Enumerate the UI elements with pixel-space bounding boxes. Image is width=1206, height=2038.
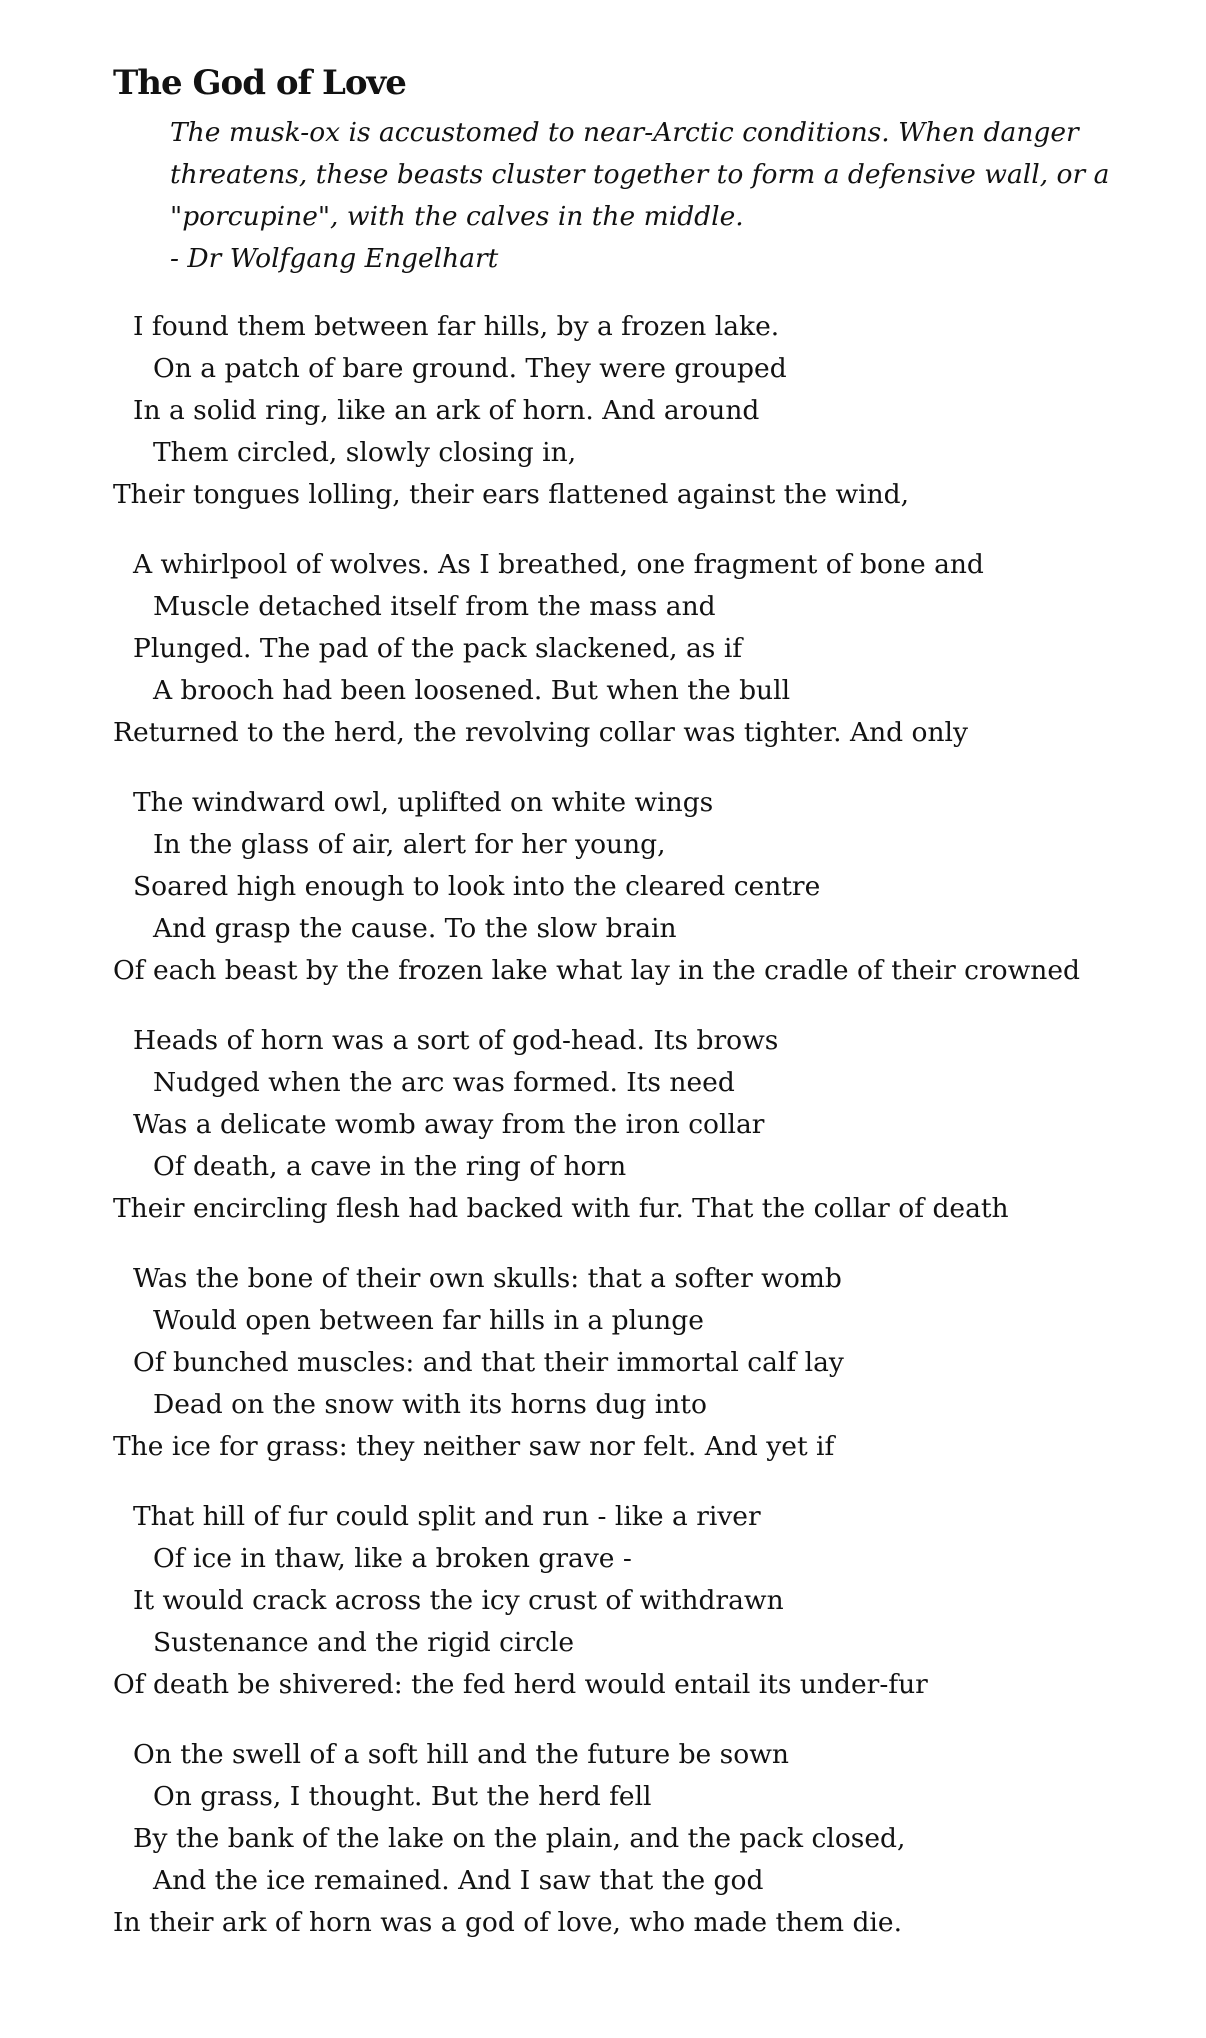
poem-line: On grass, I thought. But the herd fell: [153, 1781, 652, 1812]
poem-line: It would crack across the icy crust of withdrawn: [133, 1585, 784, 1616]
epigraph-attribution: - Dr Wolfgang Engelhart: [170, 243, 499, 274]
stanza-6: [113, 1496, 1113, 1706]
stanza-3: [113, 782, 1113, 992]
poem-title: The God of Love: [113, 63, 406, 103]
poem-line: Their tongues lolling, their ears flattened against the wind,: [113, 479, 910, 510]
poem-line: The windward owl, uplifted on white wings: [133, 787, 714, 818]
poem-line: I found them between far hills, by a frozen lake.: [133, 311, 780, 342]
poem-line: Sustenance and the rigid circle: [153, 1627, 575, 1658]
stanza-7: [113, 1734, 1113, 1944]
stanza-2: [113, 544, 1113, 754]
poem-line: Of each beast by the frozen lake what lay in the cradle of their crowned: [113, 955, 1081, 986]
stanza-5: [113, 1258, 1113, 1468]
poem-line: Of death, a cave in the ring of horn: [153, 1151, 627, 1182]
poem-line: A whirlpool of wolves. As I breathed, one fragment of bone and: [133, 549, 984, 580]
stanza-4: [113, 1020, 1113, 1230]
poem-line: Was the bone of their own skulls: that a softer womb: [133, 1263, 842, 1294]
poem-line: A brooch had been loosened. But when the bull: [153, 675, 791, 706]
epigraph: [170, 112, 1113, 280]
epigraph-line: threatens, these beasts cluster together to form a defensive wall, or a: [170, 159, 1110, 190]
poem-line: Plunged. The pad of the pack slackened, as if: [133, 633, 743, 664]
poem-line: Heads of horn was a sort of god-head. Its brows: [133, 1025, 779, 1056]
poem-line: On the swell of a soft hill and the future be sown: [133, 1739, 789, 1770]
poem-line: Soared high enough to look into the cleared centre: [133, 871, 821, 902]
poem-line: Muscle detached itself from the mass and: [153, 591, 716, 622]
poem-line: That hill of fur could split and run - like a river: [133, 1501, 761, 1532]
poem-line: Of death be shivered: the fed herd would entail its under-fur: [113, 1669, 928, 1700]
poem-line: And grasp the cause. To the slow brain: [153, 913, 677, 944]
poem-line: In a solid ring, like an ark of horn. And around: [133, 395, 760, 426]
poem-page: [113, 56, 1113, 1972]
poem-line: Returned to the herd, the revolving collar was tighter. And only: [113, 717, 969, 748]
poem-line: The ice for grass: they neither saw nor felt. And yet if: [113, 1431, 835, 1462]
poem-line: Would open between far hills in a plunge: [153, 1305, 704, 1336]
poem-line: In their ark of horn was a god of love, who made them die.: [113, 1907, 903, 1938]
poem-line: Was a delicate womb away from the iron collar: [133, 1109, 765, 1140]
poem-line: Their encircling flesh had backed with fur. That the collar of death: [113, 1193, 1009, 1224]
poem-line: Of ice in thaw, like a broken grave -: [153, 1543, 632, 1574]
epigraph-line: The musk-ox is accustomed to near-Arctic conditions. When danger: [170, 117, 1079, 148]
poem-line: In the glass of air, alert for her young,: [153, 829, 666, 860]
poem-line: By the bank of the lake on the plain, and the pack closed,: [133, 1823, 906, 1854]
poem-line: Dead on the snow with its horns dug into: [153, 1389, 707, 1420]
poem-line: Nudged when the arc was formed. Its need: [153, 1067, 735, 1098]
stanza-1: [113, 306, 1113, 516]
poem-line: And the ice remained. And I saw that the god: [153, 1865, 764, 1896]
poem-line: Of bunched muscles: and that their immortal calf lay: [133, 1347, 844, 1378]
poem-line: On a patch of bare ground. They were grouped: [153, 353, 787, 384]
epigraph-line: "porcupine", with the calves in the middle.: [170, 201, 744, 232]
poem-line: Them circled, slowly closing in,: [153, 437, 577, 468]
